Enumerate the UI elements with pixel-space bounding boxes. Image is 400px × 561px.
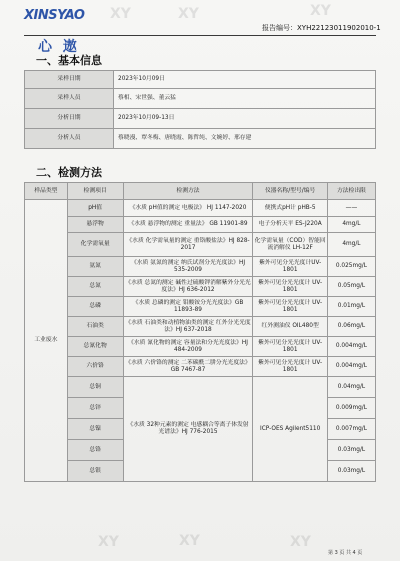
item-cell: 总铬 [67,440,123,461]
header-divider [24,35,376,36]
basic-key: 采样日期 [25,71,114,89]
table-header-row [25,183,376,200]
table-row [25,317,376,337]
item-cell: 总镍 [67,419,123,440]
report-number: 报告编号：XYH22123011902010-1 [262,24,381,32]
basic-value: 2023年10月09日 [114,71,376,89]
limit-cell: 0.025mg/L [327,257,375,277]
table-row [25,129,376,149]
sample-type-cell: 工业废水 [25,200,68,482]
company-logo: XINSYAO [24,8,85,23]
method-cell: 《水质 六价铬的测定 二苯碳酰二肼分光光度法》GB 7467-87 [123,357,253,377]
table-row [25,109,376,129]
limit-cell: 0.01mg/L [327,297,375,317]
item-cell: 氨氮 [67,257,123,277]
watermark: XY [178,6,199,22]
method-cell: 《水质 悬浮物的测定 重量法》 GB 11901-89 [123,217,253,233]
table-row [25,71,376,89]
watermark: XY [110,6,131,22]
basic-value: 2023年10月09-13日 [114,109,376,129]
limit-cell: —— [327,200,375,217]
table-row [25,217,376,233]
instrument-cell: 红外测油仪 OIL480型 [253,317,328,337]
limit-cell: 0.04mg/L [327,377,375,398]
item-cell: 总磷 [67,297,123,317]
watermark: XY [179,533,200,549]
method-cell: 《水质 氨氮的测定 纳氏试剂分光光度法》HJ 535-2009 [123,257,253,277]
limit-cell: 0.03mg/L [327,440,375,461]
section-basic-info-title: 一、基本信息 [36,54,102,67]
limit-cell: 0.004mg/L [327,357,375,377]
instrument-cell: 紫外可见分光光度计 UV-1801 [253,357,328,377]
limit-cell: 0.06mg/L [327,317,375,337]
method-cell: 《水质 总磷的测定 钼酸铵分光光度法》GB 11893-89 [123,297,253,317]
watermark: XY [310,3,331,19]
item-cell: 六价铬 [67,357,123,377]
company-name: 心 遨 [38,39,80,55]
table-row [25,377,376,398]
watermark: XY [98,534,119,550]
limit-cell: 0.004mg/L [327,337,375,357]
item-cell: 悬浮物 [67,217,123,233]
item-cell: 石油类 [67,317,123,337]
limit-cell: 0.007mg/L [327,419,375,440]
col-header: 检测项目 [67,183,123,200]
item-cell: pH值 [67,200,123,217]
table-row [25,200,376,217]
limit-cell: 0.009mg/L [327,398,375,419]
watermark: XY [290,534,311,550]
methods-table [24,182,376,482]
limit-cell: 0.03mg/L [327,461,375,482]
limit-cell: 0.05mg/L [327,277,375,297]
item-cell: 总银 [67,461,123,482]
limit-cell: 4mg/L [327,217,375,233]
instrument-cell: 便携式pH计 pHB-5 [253,200,328,217]
table-row [25,89,376,109]
table-row [25,337,376,357]
col-header: 检测方法 [123,183,253,200]
limit-cell: 4mg/L [327,233,375,257]
item-cell: 总氰化物 [67,337,123,357]
section-methods-title: 二、检测方法 [36,166,102,179]
instrument-cell: 紫外可见分光光度计 UV-1801 [253,337,328,357]
method-cell: 《水质 pH值的测定 电极法》 HJ 1147-2020 [123,200,253,217]
basic-key: 分析人员 [25,129,114,149]
icp-instrument-cell: ICP-OES Agilent5110 [253,377,328,482]
col-header: 方法检出限 [327,183,375,200]
item-cell: 总锌 [67,398,123,419]
item-cell: 化学需氧量 [67,233,123,257]
item-cell: 总氮 [67,277,123,297]
method-cell: 《水质 石油类和动植物油类的测定 红外分光光度法》HJ 637-2018 [123,317,253,337]
basic-info-table [24,70,376,149]
instrument-cell: 紫外可见分光光度计 UV-1801 [253,277,328,297]
basic-key: 采样人员 [25,89,114,109]
col-header: 样品类型 [25,183,68,200]
instrument-cell: 电子分析天平 ES-J220A [253,217,328,233]
instrument-cell: 化学需氧量（COD）智能回流消解仪 LH-12F [253,233,328,257]
method-cell: 《水质 化学需氧量的测定 重铬酸盐法》HJ 828-2017 [123,233,253,257]
table-row [25,257,376,277]
instrument-cell: 紫外可见分光光度计UV-1801 [253,257,328,277]
basic-value: 蔡晓漫、覃冬梅、唐晓霞、陈哲纯、文婉婷、邢存建 [114,129,376,149]
table-row [25,277,376,297]
basic-value: 蔡相、宋世强、董云猛 [114,89,376,109]
col-header: 仪器名称/型号/编号 [253,183,328,200]
page-number: 第 3 页 共 4 页 [328,550,363,556]
method-cell: 《水质 总氮的测定 碱性过硫酸钾消解紫外分光光度法》HJ 636-2012 [123,277,253,297]
table-row [25,233,376,257]
icp-method-cell: 《水质 32种元素的测定 电感耦合等离子体发射光谱法》HJ 776-2015 [123,377,253,482]
basic-key: 分析日期 [25,109,114,129]
table-row [25,297,376,317]
table-row [25,357,376,377]
method-cell: 《水质 氰化物的测定 容量法和分光光度法》HJ 484-2009 [123,337,253,357]
item-cell: 总铜 [67,377,123,398]
instrument-cell: 紫外可见分光光度计 UV-1801 [253,297,328,317]
